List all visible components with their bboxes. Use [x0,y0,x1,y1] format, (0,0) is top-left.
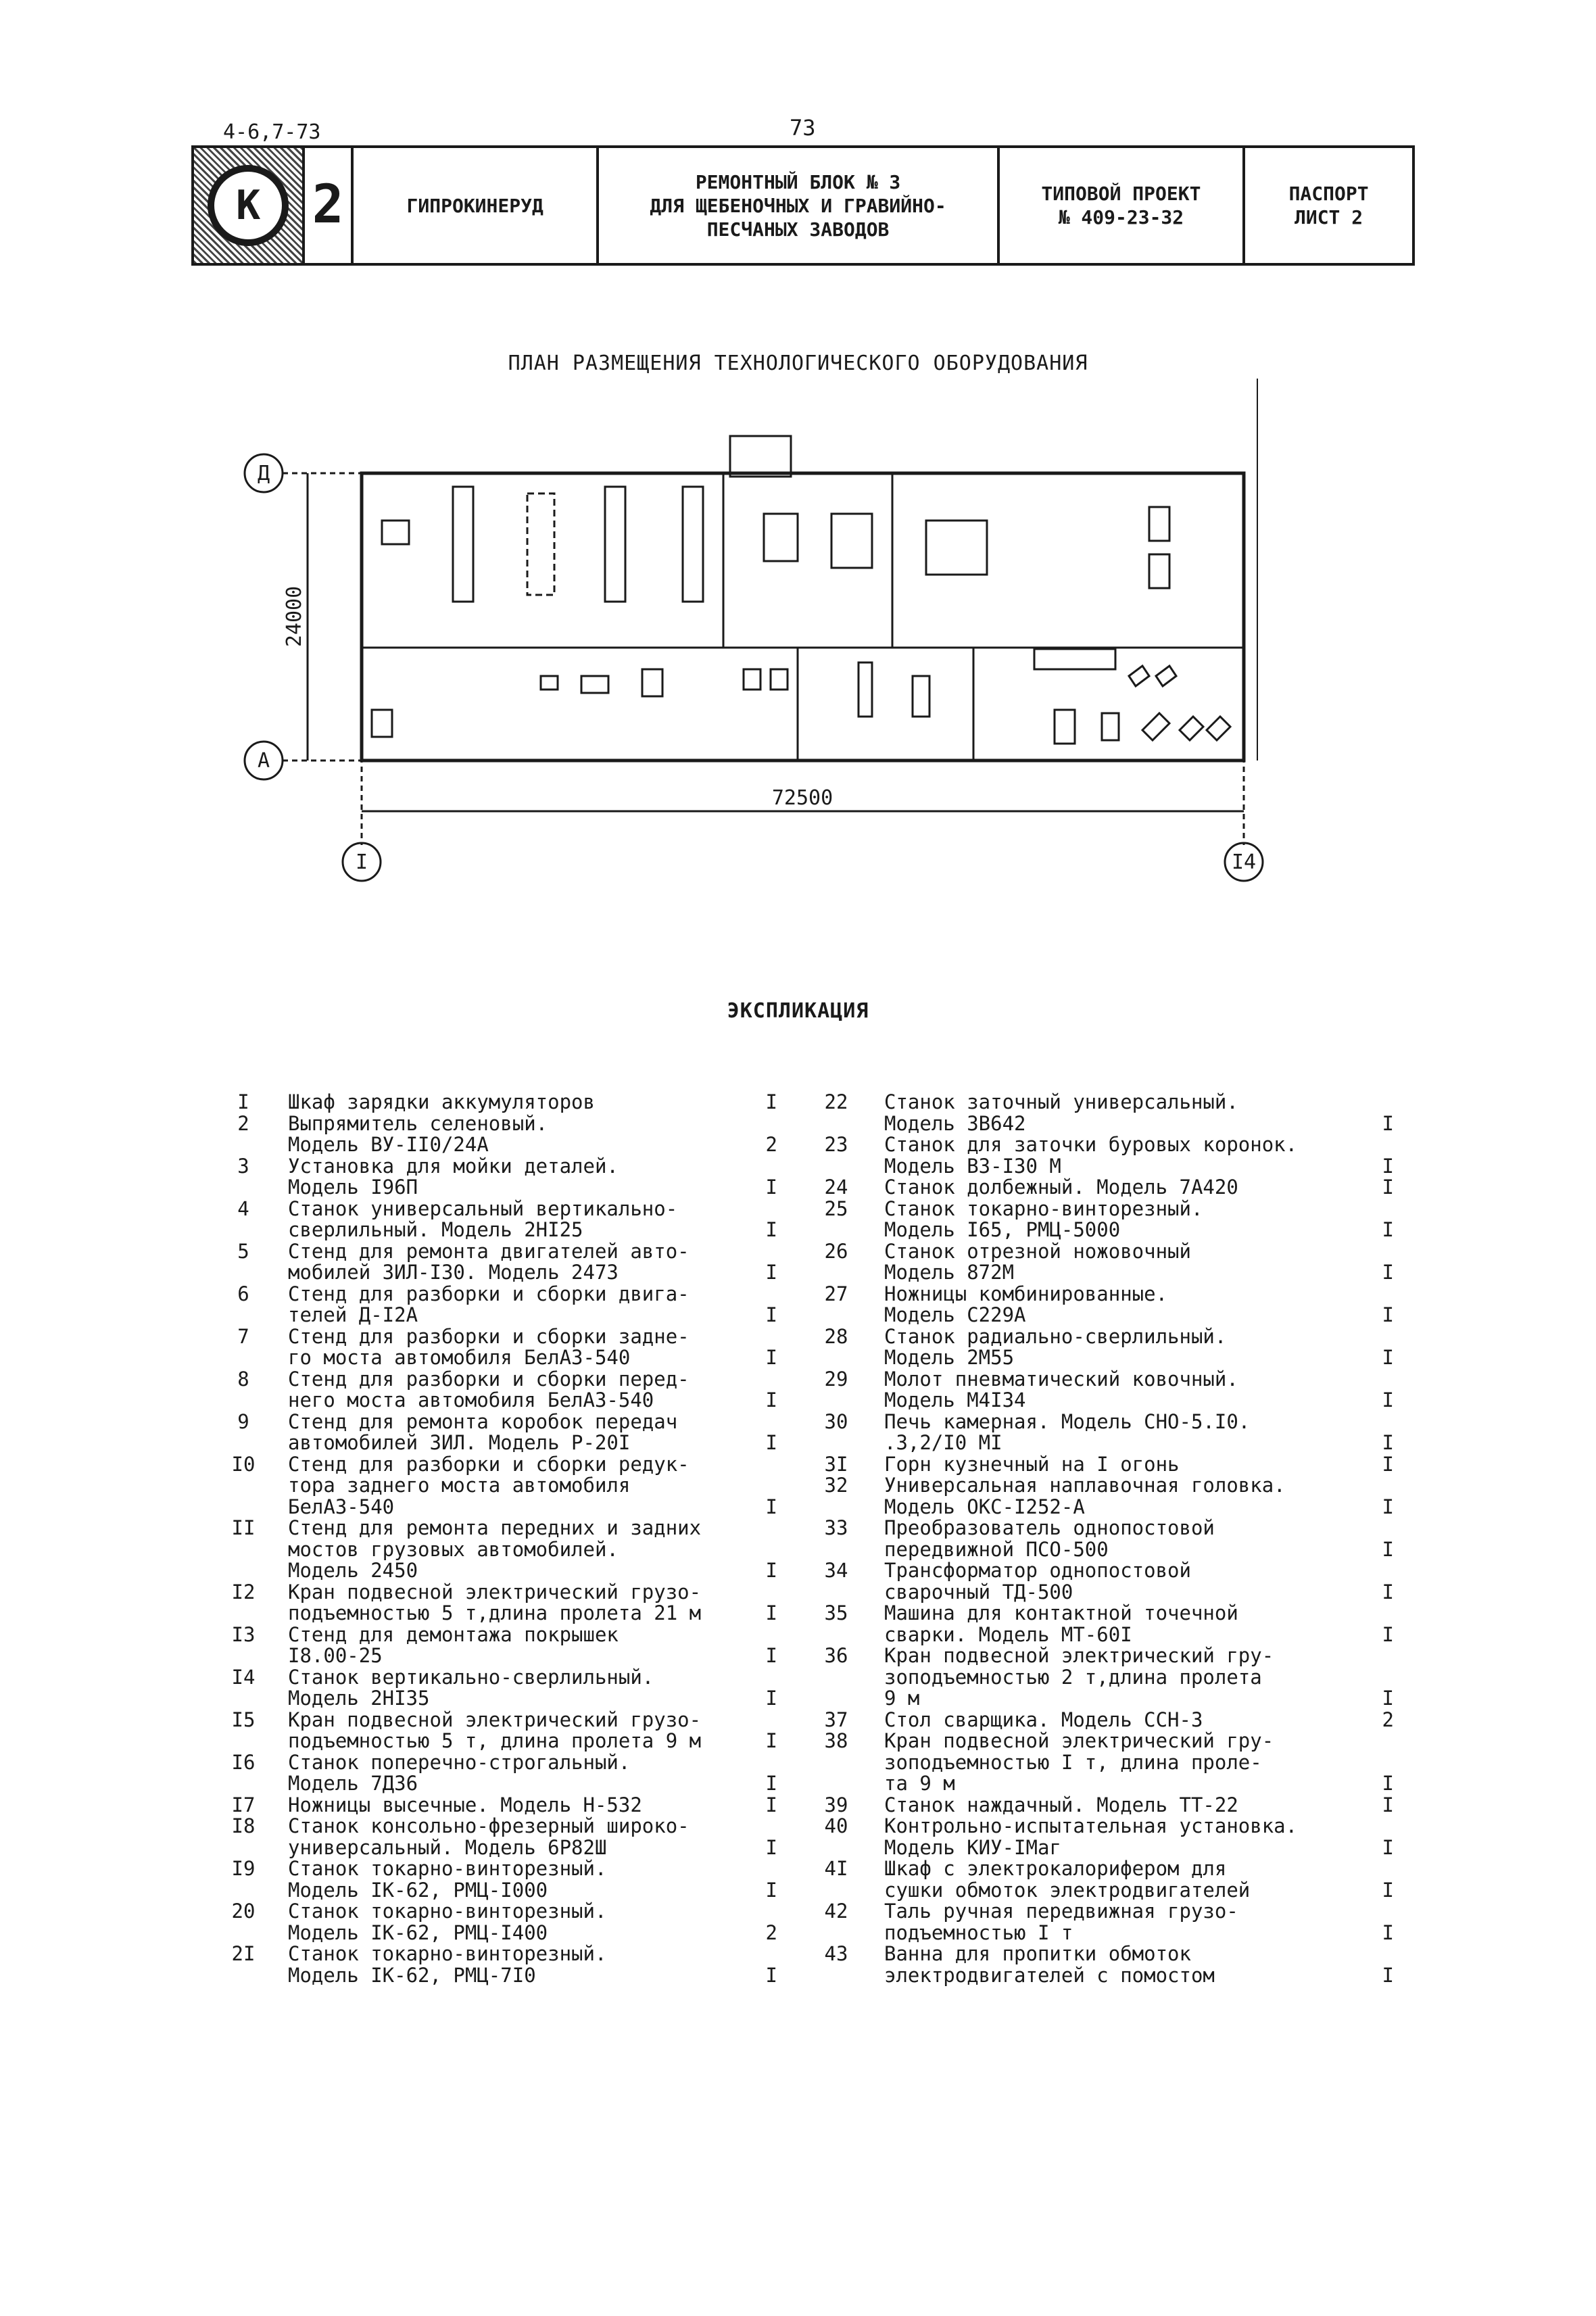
item-description-line: Стенд для разборки и сборки перед- [288,1367,690,1391]
typical-project [1000,148,1245,263]
item-description-line: сварочный ТД-500 [884,1580,1073,1603]
item-description [288,1454,721,1518]
explication-item [806,1199,1394,1241]
item-quantity: 2 [1382,1708,1394,1731]
item-description [288,1156,721,1199]
item-description-line: .3,2/I0 МI [884,1431,1002,1454]
item-quantity: I [1382,1772,1394,1795]
item-number: 39 [824,1793,848,1816]
item-number: 7 [237,1324,249,1348]
item-description [884,1369,1317,1412]
item-description [884,1284,1317,1326]
item-number: I0 [231,1452,256,1476]
item-description [288,1752,721,1795]
item-description-line: зоподъемностью 2 т,длина пролета [884,1665,1262,1689]
explication-item [223,1752,804,1795]
item-description [884,1177,1317,1199]
explication-item [223,1667,804,1710]
item-number: I5 [231,1708,256,1731]
item-quantity: I [765,1218,777,1241]
item-quantity: I [765,1878,777,1902]
item-description-line: БелАЗ-540 [288,1495,395,1518]
org-logo [194,148,305,263]
item-description-line: Стенд для разборки и сборки двига- [288,1282,690,1305]
item-description [884,1475,1317,1518]
explication-item [806,1092,1394,1134]
item-quantity: I [1382,1687,1394,1710]
item-number: 36 [824,1644,848,1667]
item-number: 3 [237,1154,249,1178]
explication-item [806,1710,1394,1731]
item-description-line: Стенд для ремонта передних и задних [288,1516,702,1539]
item-number: 4I [824,1857,848,1880]
item-number: 9 [237,1409,249,1433]
title-block [191,145,1415,266]
explication-left-column [223,1092,804,1986]
explication-item [806,1645,1394,1710]
item-quantity: I [1382,1389,1394,1412]
explication-item [223,1816,804,1858]
item-description-line: та 9 м [884,1772,955,1795]
item-description-line: электродвигателей с помостом [884,1963,1215,1987]
item-description [884,1645,1317,1710]
item-quantity: I [765,1389,777,1412]
item-quantity: I [1382,1452,1394,1476]
explication-item [223,1156,804,1199]
equipment-layout-plan [237,379,1332,906]
axis-label-right: I4 [1231,850,1257,874]
item-description-line: Шкаф с электрокалорифером для [884,1857,1227,1880]
page-number: 73 [790,115,816,141]
item-description [288,1199,721,1241]
item-description-line: автомобилей ЗИЛ. Модель Р-20I [288,1431,631,1454]
item-description-line: Кран подвесной электрический гру- [884,1644,1274,1667]
explication-item [806,1603,1394,1645]
item-description-line: сварки. Модель МТ-60I [884,1622,1132,1646]
explication-item [806,1944,1394,1986]
item-description-line: Модель КИУ-IМаг [884,1835,1061,1859]
item-description-line: Преобразователь однопостовой [884,1516,1215,1539]
item-quantity: I [765,1835,777,1859]
item-number: 33 [824,1516,848,1539]
item-number: I4 [231,1665,256,1689]
item-quantity: I [765,1644,777,1667]
item-description [884,1603,1317,1645]
item-number: 37 [824,1708,848,1731]
item-description [288,1858,721,1901]
item-description [884,1816,1317,1858]
explication-item [806,1241,1394,1284]
item-description-line: Модель IК-62, РМЦ-I400 [288,1921,548,1944]
item-quantity: I [1382,1537,1394,1561]
item-description [288,1901,721,1944]
item-description [288,1241,721,1284]
item-quantity: I [1382,1261,1394,1284]
explication-item [223,1624,804,1667]
item-number: I3 [231,1622,256,1646]
explication-item [806,1454,1394,1476]
item-description [884,1326,1317,1369]
item-description [288,1113,721,1156]
item-number: I8 [231,1814,256,1837]
item-quantity: I [1382,1346,1394,1369]
explication-item [223,1944,804,1986]
item-number: I7 [231,1793,256,1816]
item-description-line: Горн кузнечный на I огонь [884,1452,1180,1476]
item-number: 5 [237,1239,249,1263]
item-quantity: I [1382,1793,1394,1816]
item-description [884,1710,1317,1731]
item-description-line: Кран подвесной электрический грузо- [288,1580,702,1603]
item-description [288,1369,721,1412]
item-description-line: Станок долбежный. Модель 7А420 [884,1176,1238,1199]
item-description-line: Модель М4I34 [884,1389,1026,1412]
explication-item [223,1199,804,1241]
project-title [599,148,999,263]
item-quantity: I [1382,1431,1394,1454]
item-description-line: мостов грузовых автомобилей. [288,1537,619,1561]
item-description-line: Трансформатор однопостовой [884,1559,1191,1582]
item-description [884,1858,1317,1901]
item-description-line: Ножницы комбинированные. [884,1282,1168,1305]
item-number: 30 [824,1409,848,1433]
explication-item [806,1731,1394,1795]
item-number: 38 [824,1729,848,1752]
explication-item [806,1560,1394,1603]
item-number: I9 [231,1857,256,1880]
item-description [288,1624,721,1667]
dimension-height: 24000 [283,585,306,648]
explication-right-column [806,1092,1394,1986]
axis-label-left: I [355,850,368,874]
dimension-width: 72500 [771,786,833,810]
item-description-line: Модель ОКС-I252-А [884,1495,1085,1518]
explication-item [223,1454,804,1518]
item-description-line: сверлильный. Модель 2НI25 [288,1218,583,1241]
explication-item [223,1241,804,1284]
item-description-line: Модель 7Д36 [288,1772,418,1795]
plan-title: ПЛАН РАЗМЕЩЕНИЯ ТЕХНОЛОГИЧЕСКОГО ОБОРУДОВАНИЯ [508,352,1088,375]
item-description-line: Станок для заточки буровых коронок. [884,1133,1298,1156]
item-description [884,1092,1317,1134]
item-description-line: Контрольно-испытательная установка. [884,1814,1298,1837]
item-quantity: 2 [765,1133,777,1156]
item-description [884,1241,1317,1284]
item-description-line: Модель I96П [288,1176,418,1199]
sheet-label: ЛИСТ 2 [1294,206,1363,228]
item-description-line: универсальный. Модель 6Р82Ш [288,1835,607,1859]
item-description [288,1816,721,1858]
item-description-line: мобилей ЗИЛ-I30. Модель 2473 [288,1261,619,1284]
project-title-line: РЕМОНТНЫЙ БЛОК № 3 [695,170,901,193]
item-number: II [231,1516,256,1539]
item-quantity: I [765,1559,777,1582]
typical-project-label: ТИПОВОЙ ПРОЕКТ [1041,183,1201,205]
item-description [288,1667,721,1710]
item-description-line: Модель 2НI35 [288,1687,430,1710]
item-description-line: Машина для контактной точечной [884,1601,1238,1624]
item-description [884,1944,1317,1986]
item-number: 42 [824,1900,848,1923]
item-description-line: Ванна для пропитки обмоток [884,1942,1191,1965]
explication-item [806,1816,1394,1858]
item-number: 28 [824,1324,848,1348]
item-description [884,1134,1317,1177]
item-number: 2I [231,1942,256,1965]
item-quantity: I [765,1772,777,1795]
item-description-line: Модель 872М [884,1261,1015,1284]
item-quantity: I [1382,1176,1394,1199]
item-description-line: Модель С229А [884,1303,1026,1326]
project-title-line: ПЕСЧАНЫХ ЗАВОДОВ [706,218,890,241]
item-quantity: I [765,1729,777,1752]
item-description-line: Станок радиально-сверлильный. [884,1324,1227,1348]
item-description-line: Модель IК-62, РМЦ-7I0 [288,1963,536,1987]
item-description-line: Стенд для разборки и сборки задне- [288,1324,690,1348]
item-number: I [237,1090,249,1113]
item-quantity: I [1382,1218,1394,1241]
explication-item [223,1092,804,1113]
item-number: 8 [237,1367,249,1391]
item-description-line: телей Д-I2А [288,1303,418,1326]
item-number: 40 [824,1814,848,1837]
item-description-line: Станок отрезной ножовочный [884,1239,1191,1263]
explication-item [223,1326,804,1369]
item-description [288,1326,721,1369]
explication-item [223,1284,804,1326]
item-description [884,1901,1317,1944]
item-number: 35 [824,1601,848,1624]
item-description-line: зоподъемностью I т, длина проле- [884,1750,1262,1774]
item-quantity: I [1382,1921,1394,1944]
item-number: I6 [231,1750,256,1774]
document-ref-code: 4-6,7-73 [223,120,321,144]
explication-item [223,1795,804,1816]
item-number: 3I [824,1452,848,1476]
item-description-line: Молот пневматический ковочный. [884,1367,1238,1391]
item-number: 20 [231,1900,256,1923]
item-description-line: сушки обмоток электродвигателей [884,1878,1251,1902]
explication-item [223,1518,804,1582]
axis-label-top: Д [257,462,270,485]
typical-project-number: № 409-23-32 [1058,206,1184,228]
item-number: I2 [231,1580,256,1603]
item-quantity: I [1382,1835,1394,1859]
item-description [884,1731,1317,1795]
explication-item [806,1475,1394,1518]
item-description-line: тора заднего моста автомобиля [288,1474,631,1497]
item-number: 25 [824,1197,848,1220]
axis-label-bottom: А [257,749,270,773]
item-description-line: Модель 2450 [288,1559,418,1582]
explication-title: ЭКСПЛИКАЦИЯ [727,999,869,1023]
item-description-line: Таль ручная передвижная грузо- [884,1900,1238,1923]
item-description [288,1795,721,1816]
explication-item [806,1134,1394,1177]
item-description-line: подъемностью I т [884,1921,1073,1944]
item-description-line: Стенд для демонтажа покрышек [288,1622,619,1646]
item-quantity: I [765,1346,777,1369]
explication-item [806,1858,1394,1901]
item-description-line: Стенд для ремонта коробок передач [288,1409,678,1433]
item-description [288,1518,721,1582]
item-quantity: I [765,1303,777,1326]
item-quantity: I [1382,1495,1394,1518]
item-number: 22 [824,1090,848,1113]
explication-item [806,1326,1394,1369]
item-number: 2 [237,1111,249,1135]
item-number: 34 [824,1559,848,1582]
item-quantity: I [1382,1622,1394,1646]
item-quantity: I [765,1687,777,1710]
item-description-line: Модель 3В642 [884,1111,1026,1135]
item-description-line: Станок токарно-винторезный. [288,1857,607,1880]
item-number: 26 [824,1239,848,1263]
item-description-line: Универсальная наплавочная головка. [884,1474,1286,1497]
item-quantity: 2 [765,1921,777,1944]
item-description-line: Кран подвесной электрический грузо- [288,1708,702,1731]
item-description [288,1092,721,1113]
item-description-line: Станок вертикально-сверлильный. [288,1665,654,1689]
explication-item [806,1901,1394,1944]
explication-item [223,1369,804,1412]
item-description-line: подъемностью 5 т, длина пролета 9 м [288,1729,702,1752]
item-quantity: I [1382,1154,1394,1178]
item-description-line: го моста автомобиля БелАЗ-540 [288,1346,631,1369]
item-description [288,1582,721,1624]
item-description [884,1199,1317,1241]
item-description-line: Станок поперечно-строгальный. [288,1750,631,1774]
logo-emblem-icon: К [208,165,289,246]
explication-item [223,1901,804,1944]
item-description [884,1409,1317,1454]
item-description-line: 9 м [884,1687,920,1710]
item-description-line: него моста автомобиля БелАЗ-540 [288,1389,654,1412]
item-quantity: I [765,1176,777,1199]
explication-item [806,1409,1394,1454]
item-description [288,1284,721,1326]
item-description-line: Шкаф зарядки аккумуляторов [288,1090,595,1113]
item-description-line: Стол сварщика. Модель ССН-3 [884,1708,1203,1731]
item-quantity: I [765,1431,777,1454]
explication-item [806,1284,1394,1326]
item-description-line: Печь камерная. Модель СНО-5.I0. [884,1409,1251,1433]
item-description [288,1944,721,1986]
item-description-line: Станок универсальный вертикально- [288,1197,678,1220]
explication-item [806,1795,1394,1816]
explication-item [223,1409,804,1454]
item-quantity: I [765,1090,777,1113]
item-quantity: I [1382,1963,1394,1987]
item-description [884,1795,1317,1816]
explication-item [806,1177,1394,1199]
explication-item [223,1113,804,1156]
item-description-line: Кран подвесной электрический гру- [884,1729,1274,1752]
item-number: 29 [824,1367,848,1391]
item-description-line: Выпрямитель селеновый. [288,1111,548,1135]
item-description-line: Стенд для ремонта двигателей авто- [288,1239,690,1263]
explication-item [223,1710,804,1752]
item-number: 27 [824,1282,848,1305]
passport-label: ПАСПОРТ [1288,183,1369,205]
item-quantity: I [765,1261,777,1284]
item-description-line: Станок консольно-фрезерный широко- [288,1814,690,1837]
item-description-line: Модель 2М55 [884,1346,1015,1369]
item-description [884,1518,1317,1560]
item-description [884,1560,1317,1603]
item-description-line: Станок заточный универсальный. [884,1090,1238,1113]
item-description-line: Модель ВЗ-I30 М [884,1154,1061,1178]
item-description [288,1409,721,1454]
explication-item [806,1518,1394,1560]
item-description-line: Установка для мойки деталей. [288,1154,619,1178]
item-number: 4 [237,1197,249,1220]
item-number: 6 [237,1282,249,1305]
item-description-line: Станок токарно-винторезный. [884,1197,1203,1220]
item-quantity: I [765,1793,777,1816]
item-quantity: I [765,1495,777,1518]
item-description-line: I8.00-25 [288,1644,383,1667]
item-quantity: I [765,1601,777,1624]
sheet-digit: 2 [305,148,354,263]
item-number: 43 [824,1942,848,1965]
item-description-line: передвижной ПСО-500 [884,1537,1109,1561]
explication-item [806,1369,1394,1412]
explication-item [223,1858,804,1901]
item-quantity: I [1382,1111,1394,1135]
item-quantity: I [1382,1878,1394,1902]
item-quantity: I [1382,1580,1394,1603]
item-description-line: Модель I65, РМЦ-5000 [884,1218,1121,1241]
item-number: 24 [824,1176,848,1199]
item-description-line: Ножницы высечные. Модель Н-532 [288,1793,642,1816]
item-description-line: Модель ВУ-II0/24А [288,1133,489,1156]
item-description-line: Модель IК-62, РМЦ-I000 [288,1878,548,1902]
item-quantity: I [1382,1303,1394,1326]
item-description-line: Станок наждачный. Модель ТТ-22 [884,1793,1238,1816]
organization-name: ГИПРОКИНЕРУД [354,148,599,263]
item-quantity: I [765,1963,777,1987]
item-description-line: Станок токарно-винторезный. [288,1900,607,1923]
item-description [288,1710,721,1752]
item-number: 32 [824,1474,848,1497]
item-description [884,1454,1317,1476]
item-description-line: Стенд для разборки и сборки редук- [288,1452,690,1476]
item-description-line: Станок токарно-винторезный. [288,1942,607,1965]
project-title-line: ДЛЯ ЩЕБЕНОЧНЫХ И ГРАВИЙНО- [650,194,946,217]
item-description-line: подъемностью 5 т,длина пролета 21 м [288,1601,702,1624]
explication-item [223,1582,804,1624]
item-number: 23 [824,1133,848,1156]
passport-sheet [1245,148,1412,263]
